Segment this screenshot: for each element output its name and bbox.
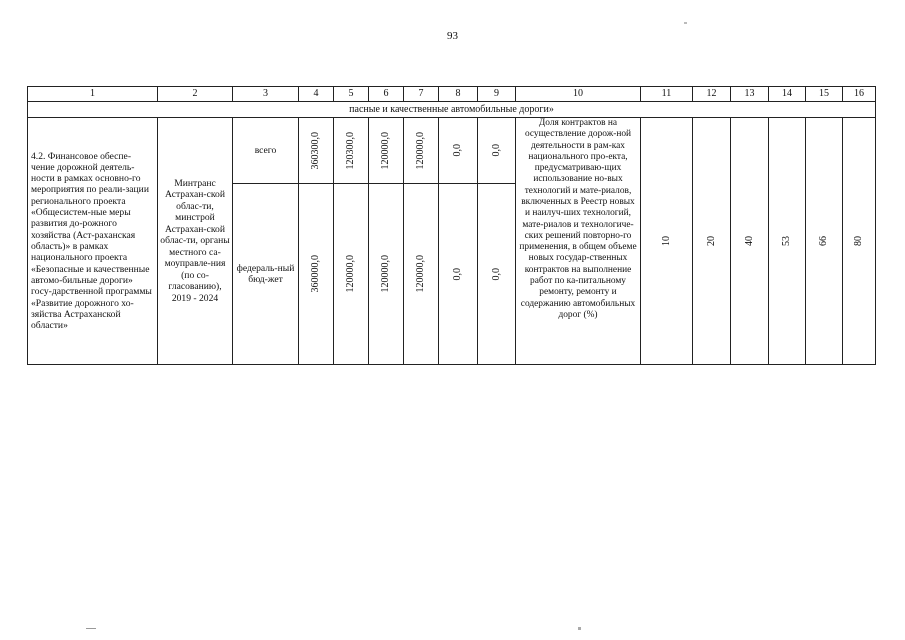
target-cell	[693, 118, 731, 365]
amount-value: 360300,0	[310, 131, 322, 170]
target-value: 20	[705, 236, 717, 246]
table-row	[28, 118, 876, 184]
indicator-description: Доля контрактов на осуществление дорож-ной деятельности в рам-ках национального про-екта, предусматриваю-щих использование но-вых технологий и мате-риалов, включенных в Реестр новых и наилуч-ших технологий, мате-риалов и технологиче-ских решений повторно-го применения, в общем объеме новых государ-ственных контрактов на выполнение работ по ка-питальному ремонту, ремонту и содержанию автомобильных дорог (%)	[516, 118, 641, 365]
section-title: пасные и качественные автомобильные дороги»	[28, 102, 876, 118]
column-header: 16	[843, 87, 876, 102]
target-cell	[769, 118, 806, 365]
column-header: 11	[641, 87, 693, 102]
column-header: 15	[806, 87, 843, 102]
amount-cell	[404, 184, 439, 365]
amount-value: 0,0	[452, 144, 464, 157]
amount-cell	[439, 184, 478, 365]
target-cell	[641, 118, 693, 365]
scan-mark	[578, 627, 581, 630]
amount-cell	[299, 184, 334, 365]
column-header: 5	[334, 87, 369, 102]
column-header: 13	[731, 87, 769, 102]
amount-value: 0,0	[452, 267, 464, 281]
amount-cell	[369, 184, 404, 365]
amount-cell	[369, 118, 404, 184]
amount-value: 0,0	[490, 267, 502, 281]
scan-mark	[684, 22, 687, 24]
amount-cell	[478, 118, 516, 184]
target-cell	[806, 118, 843, 365]
column-header: 3	[233, 87, 299, 102]
amount-value: 120000,0	[380, 255, 392, 293]
target-value: 53	[781, 236, 793, 246]
amount-cell	[299, 118, 334, 184]
header-row	[28, 87, 876, 102]
scan-mark	[86, 628, 96, 629]
target-value: 66	[818, 236, 830, 246]
amount-value: 120000,0	[415, 131, 427, 170]
amount-value: 0,0	[490, 144, 502, 157]
column-header: 2	[158, 87, 233, 102]
amount-value: 360000,0	[310, 255, 322, 293]
amount-cell	[334, 184, 369, 365]
amount-cell	[439, 118, 478, 184]
amount-cell	[334, 118, 369, 184]
column-header: 6	[369, 87, 404, 102]
amount-value: 120000,0	[415, 255, 427, 293]
column-header: 12	[693, 87, 731, 102]
target-value: 40	[743, 236, 755, 246]
amount-cell	[478, 184, 516, 365]
column-header: 1	[28, 87, 158, 102]
executor-cell: Минтранс Астрахан-ской облас-ти, минстрой Астрахан-ской облас-ти, органы местного са-моуправле-ния (по со-гласованию), 2019 - 2024	[158, 118, 233, 365]
amount-cell	[404, 118, 439, 184]
column-header: 8	[439, 87, 478, 102]
amount-value: 120300,0	[345, 131, 357, 170]
column-header: 7	[404, 87, 439, 102]
target-value: 80	[853, 236, 865, 246]
amount-value: 120000,0	[345, 255, 357, 293]
activity-description: 4.2. Финансовое обеспе-чение дорожной деятель-ности в рамках основно-го мероприятия по реали-зации регионального проекта «Общесистем-ные меры развития до-рожного хозяйства (Аст-раханская область)» в рамках национального проекта «Безопасные и качественные автомо-бильные дороги» госу-дарственной программы «Развитие дорожного хо-зяйства Астраханской области»	[28, 118, 158, 365]
target-cell	[843, 118, 876, 365]
column-header: 9	[478, 87, 516, 102]
financing-table	[27, 86, 876, 365]
amount-value: 120000,0	[380, 131, 392, 170]
section-row	[28, 102, 876, 118]
target-value: 10	[660, 236, 672, 246]
column-header: 4	[299, 87, 334, 102]
funding-source-total: всего	[233, 118, 299, 184]
target-cell	[731, 118, 769, 365]
funding-source-federal: федераль-ный бюд-жет	[233, 184, 299, 365]
page-number: 93	[447, 30, 458, 42]
column-header: 10	[516, 87, 641, 102]
column-header: 14	[769, 87, 806, 102]
